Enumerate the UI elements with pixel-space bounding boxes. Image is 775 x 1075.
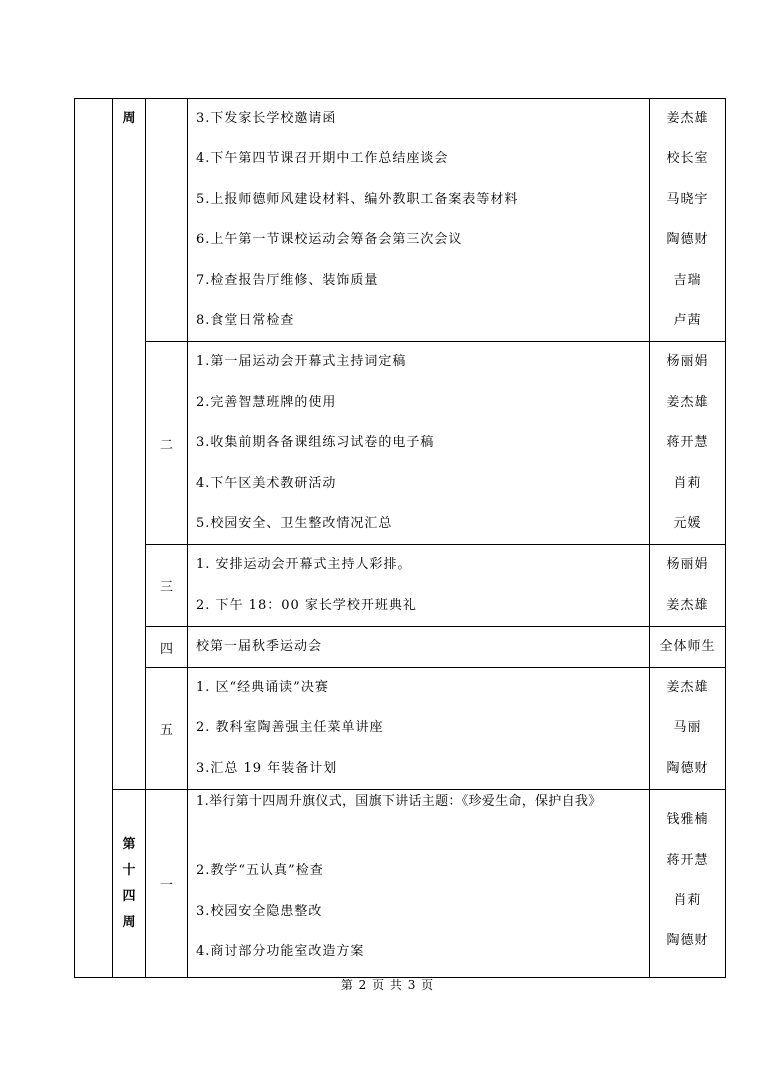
person-cell [650,790,726,978]
task-item: 6.上午第一节课校运动会筹备会第三次会议 [196,232,463,248]
table-row [75,627,726,668]
person-name: 元媛 [673,515,702,531]
task-cell [188,668,650,790]
person-name: 全体师生 [659,639,716,655]
task-cell [188,342,650,545]
table-row [75,668,726,790]
task-item: 1.第一届运动会开幕式主持词定稿 [196,354,407,370]
person-name: 陶德财 [666,232,709,248]
day-cell: 四 [146,627,188,668]
person-name: 姜杰雄 [666,597,709,613]
day-cell: 一 [146,790,188,978]
task-item: 2.教学“五认真”检查 [196,863,324,879]
week-label-vertical: 第 十 四 周 [113,790,146,978]
person-cell [650,627,726,668]
person-name: 杨丽娟 [666,557,709,573]
task-item: 4.商讨部分功能室改造方案 [196,944,365,960]
task-item: 5.上报师德师风建设材料、编外教职工备案表等材料 [196,191,519,207]
person-cell [650,342,726,545]
task-item: 3.校园安全隐患整改 [196,903,323,919]
task-item: 3.收集前期各备课组练习试卷的电子稿 [196,435,435,451]
task-item: 4.下午第四节课召开期中工作总结座谈会 [196,151,449,167]
person-name: 蒋开慧 [666,435,709,451]
task-item: 2. 下午 18：00 家长学校开班典礼 [196,597,417,613]
person-cell [650,545,726,627]
task-item: 1.举行第十四周升旗仪式，国旗下讲话主题：《珍爱生命，保护自我》 [196,794,602,810]
person-name: 肖莉 [673,475,702,491]
person-name: 陶德财 [666,933,709,949]
task-item: 2. 教科室陶善强主任菜单讲座 [196,720,384,736]
task-cell [188,627,650,668]
person-cell [650,668,726,790]
task-item: 3.汇总 19 年装备计划 [196,760,338,776]
task-item: 2.完善智慧班牌的使用 [196,394,337,410]
person-name: 姜杰雄 [666,111,709,126]
day-cell: 五 [146,668,188,790]
day-cell [146,99,188,342]
task-spacer [196,814,649,851]
person-name: 蒋开慧 [666,852,709,868]
month-cell [75,99,113,978]
table-row [75,342,726,545]
person-name: 陶德财 [666,760,709,776]
task-item: 校第一届秋季运动会 [196,639,323,655]
person-name: 肖莉 [673,893,702,909]
table-row [75,545,726,627]
task-item: 1. 安排运动会开幕式主持人彩排。 [196,557,412,573]
task-item: 3.下发家长学校邀请函 [196,111,337,126]
task-item: 8.食堂日常检查 [196,312,295,328]
task-item: 5.校园安全、卫生整改情况汇总 [196,515,393,531]
schedule-table [74,98,726,978]
table-row [75,99,726,342]
day-cell: 三 [146,545,188,627]
person-name: 校长室 [666,151,709,167]
week-label: 周 [113,99,146,790]
task-cell [188,545,650,627]
task-item: 4.下午区美术教研活动 [196,475,337,491]
person-name: 姜杰雄 [666,394,709,410]
page-footer: 第 2 页 共 3 页 [340,978,435,992]
task-item: 7.检查报告厅维修、装饰质量 [196,272,379,288]
table-row [75,790,726,978]
person-name: 吉瑞 [673,272,702,288]
person-name: 钱雅楠 [666,812,709,828]
person-name: 杨丽娟 [666,354,709,370]
task-item: 1. 区“经典诵读”决赛 [196,680,329,696]
person-name: 马晓宇 [666,191,709,207]
person-name: 马丽 [673,720,702,736]
person-cell [650,99,726,342]
person-name: 姜杰雄 [666,680,709,696]
task-cell [188,99,650,342]
day-cell: 二 [146,342,188,545]
task-cell [188,790,650,978]
person-name: 卢茜 [673,312,702,328]
